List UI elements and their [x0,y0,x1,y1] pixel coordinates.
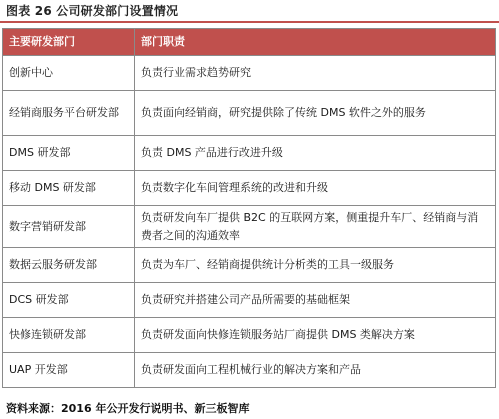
header-responsibility: 部门职责 [135,29,496,56]
department-cell: 数据云服务研发部 [3,248,135,283]
table-row [3,136,496,171]
table-row [3,91,496,136]
department-cell: UAP 开发部 [3,353,135,388]
department-cell: 移动 DMS 研发部 [3,171,135,206]
responsibility-cell: 负责面向经销商，研究提供除了传统 DMS 软件之外的服务 [135,91,496,136]
department-cell: 数字营销研发部 [3,206,135,248]
department-cell: 快修连锁研发部 [3,318,135,353]
responsibility-cell: 负责研发面向工程机械行业的解决方案和产品 [135,353,496,388]
responsibility-cell: 负责为车厂、经销商提供统计分析类的工具一级服务 [135,248,496,283]
responsibility-cell: 负责行业需求趋势研究 [135,56,496,91]
table-row [3,283,496,318]
figure-title: 图表 26 公司研发部门设置情况 [6,4,179,18]
table-row [3,206,496,248]
departments-table [2,28,496,388]
responsibility-cell: 负责 DMS 产品进行改进升级 [135,136,496,171]
responsibility-cell: 负责研发面向快修连锁服务站厂商提供 DMS 类解决方案 [135,318,496,353]
table-row [3,171,496,206]
department-cell: 创新中心 [3,56,135,91]
responsibility-cell: 负责研发向车厂提供 B2C 的互联网方案，侧重提升车厂、经销商与消费者之间的沟通效率 [135,206,496,248]
source-note: 资料来源：2016 年公开发行说明书、新三板智库 [6,402,250,415]
title-rule [0,21,499,23]
department-cell: DMS 研发部 [3,136,135,171]
responsibility-cell: 负责研究并搭建公司产品所需要的基础框架 [135,283,496,318]
table-header-row [3,29,496,56]
table-row [3,56,496,91]
table-row [3,318,496,353]
responsibility-cell: 负责数字化车间管理系统的改进和升级 [135,171,496,206]
table-row [3,353,496,388]
department-cell: 经销商服务平台研发部 [3,91,135,136]
header-department: 主要研发部门 [3,29,135,56]
department-cell: DCS 研发部 [3,283,135,318]
table-row [3,248,496,283]
